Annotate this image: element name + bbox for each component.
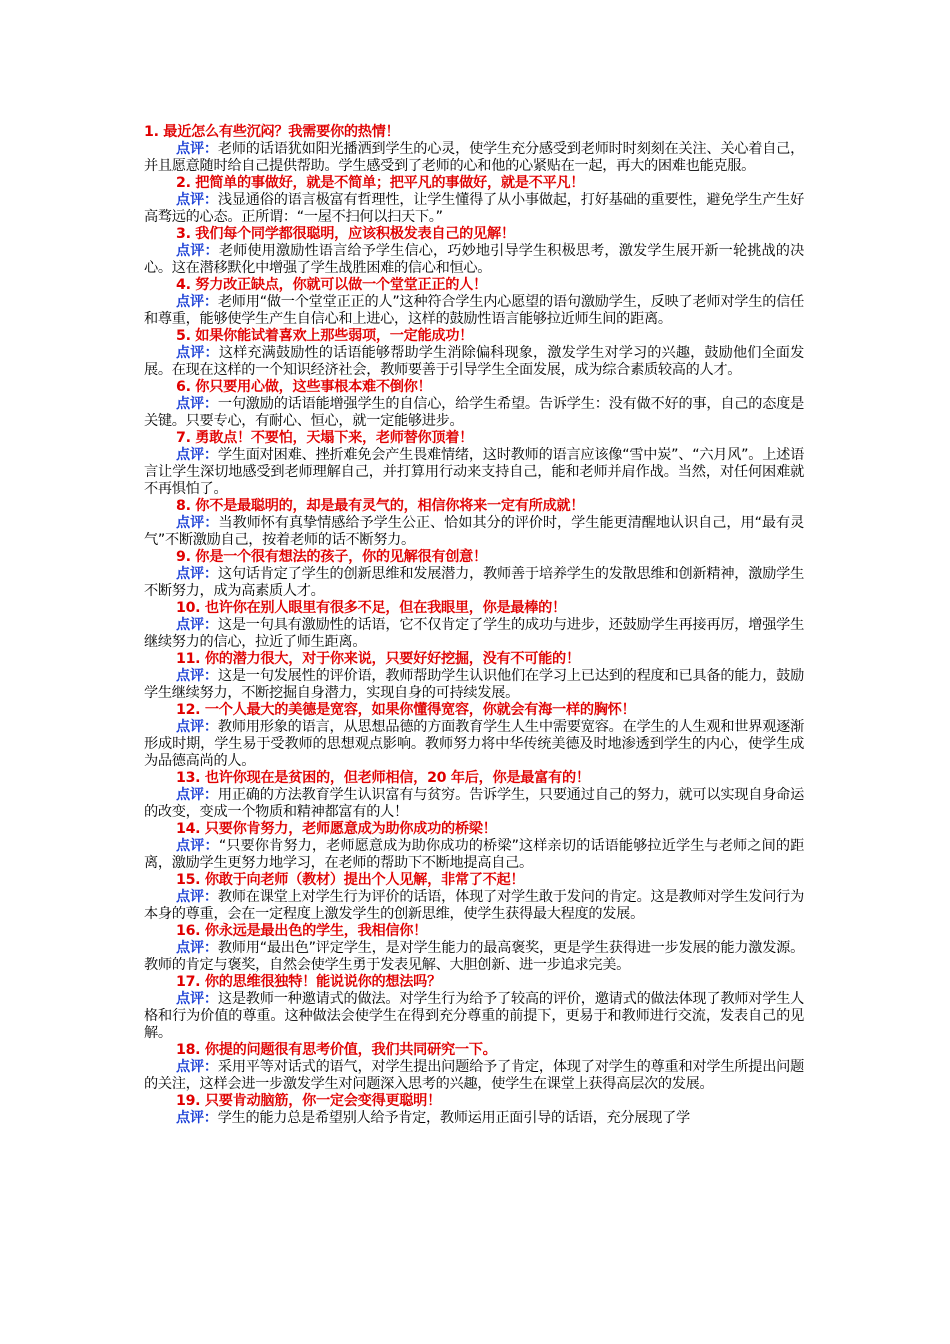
comment-item [144, 498, 804, 549]
comment-item [144, 1093, 804, 1127]
commentary-paragraph [144, 515, 804, 549]
comment-label: 点评： [176, 719, 218, 735]
commentary-paragraph [144, 940, 804, 974]
commentary-paragraph [144, 345, 804, 379]
comment-label: 点评： [176, 838, 219, 854]
comment-item [144, 702, 804, 770]
comment-text: 学生面对困难、挫折难免会产生畏难情绪，这时教师的语言应该像“雪中炭”、“六月风”。上述语言让学生深切地感受到老师理解自己，并打算用行动来支持自己，能和老师并肩作战。当然，对任何困难就不再惧怕了。 [144, 447, 804, 497]
comment-label: 点评： [176, 1110, 218, 1126]
encouragement-phrase: 3. 我们每个同学都很聪明，应该积极发表自己的见解！ [176, 226, 515, 242]
comment-text: 浅显通俗的语言极富有哲理性，让学生懂得了从小事做起，打好基础的重要性，避免学生产生好高骛远的心态。正所谓：“一屋不扫何以扫天下。” [144, 192, 804, 225]
comment-text: 这是一句具有激励性的话语，它不仅肯定了学生的成功与进步，还鼓励学生再接再厉，增强学生继续努力的信心，拉近了师生距离。 [144, 617, 804, 650]
comment-label: 点评： [176, 515, 219, 531]
comment-item [144, 124, 804, 175]
comment-text: 一句激励的话语能增强学生的自信心，给学生希望。告诉学生：没有做不好的事，自己的态度是关键。只要专心，有耐心、恒心，就一定能够进步。 [144, 396, 804, 429]
commentary-paragraph [144, 991, 804, 1042]
encouragement-phrase: 5. 如果你能试着喜欢上那些弱项，一定能成功！ [176, 328, 474, 344]
comment-label: 点评： [176, 617, 218, 633]
encouragement-phrase: 13. 也许你现在是贫困的，但老师相信，20 年后，你是最富有的！ [176, 770, 590, 786]
comment-label: 点评： [176, 345, 219, 361]
comment-label: 点评： [176, 889, 218, 905]
encouragement-phrase: 2. 把简单的事做好，就是不简单；把平凡的事做好，就是不平凡！ [176, 175, 585, 191]
commentary-paragraph [144, 243, 804, 277]
commentary-paragraph [144, 294, 804, 328]
comment-label: 点评： [176, 940, 218, 956]
commentary-paragraph [144, 141, 804, 175]
commentary-paragraph [144, 889, 804, 923]
comment-label: 点评： [176, 141, 218, 157]
comment-label: 点评： [176, 1059, 218, 1075]
comment-label: 点评： [176, 566, 218, 582]
commentary-paragraph [144, 447, 804, 498]
comment-item [144, 821, 804, 872]
comment-text: 老师的话语犹如阳光播洒到学生的心灵，使学生充分感受到老师时时刻刻在关注、关心着自己，并且愿意随时给自己提供帮助。学生感受到了老师的心和他的心紧贴在一起，再大的困难也能克服。 [144, 141, 804, 174]
commentary-paragraph [144, 566, 804, 600]
comment-item [144, 549, 804, 600]
comment-item [144, 872, 804, 923]
comment-text: 这是一句发展性的评价语，教师帮助学生认识他们在学习上已达到的程度和已具备的能力，鼓励学生继续努力，不断挖掘自身潜力，实现自身的可持续发展。 [144, 668, 804, 701]
comment-label: 点评： [176, 991, 218, 1007]
commentary-paragraph [144, 668, 804, 702]
comment-text: 这句话肯定了学生的创新思维和发展潜力，教师善于培养学生的发散思维和创新精神，激励学生不断努力，成为高素质人才。 [144, 566, 804, 599]
encouragement-phrase: 14. 只要你肯努力，老师愿意成为助你成功的桥梁！ [176, 821, 497, 837]
encouragement-phrase: 17. 你的思维很独特！能说说你的想法吗？ [176, 974, 441, 990]
comment-text: 这样充满鼓励性的话语能够帮助学生消除偏科现象，激发学生对学习的兴趣，鼓励他们全面发展。在现在这样的一个知识经济社会，教师要善于引导学生全面发展，成为综合素质较高的人才。 [144, 345, 804, 378]
encouragement-phrase: 15. 你敢于向老师（教材）提出个人见解，非常了不起！ [176, 872, 525, 888]
comment-item [144, 600, 804, 651]
comment-text: “只要你肯努力，老师愿意成为助你成功的桥梁”这样亲切的话语能够拉近学生与老师之间的距离，激励学生更努力地学习，在老师的帮助下不断地提高自己。 [144, 838, 804, 871]
encouragement-phrase: 1. 最近怎么有些沉闷？我需要你的热情！ [144, 124, 400, 140]
comment-item [144, 923, 804, 974]
comment-text: 当教师怀有真挚情感给予学生公正、恰如其分的评价时，学生能更清醒地认识自己，用“最有灵气”不断激励自己，按着老师的话不断努力。 [144, 515, 804, 548]
commentary-paragraph [144, 719, 804, 770]
comment-text: 老师使用激励性语言给予学生信心，巧妙地引导学生积极思考，激发学生展开新一轮挑战的决心。这在潜移默化中增强了学生战胜困难的信心和恒心。 [144, 243, 804, 276]
encouragement-phrase: 16. 你永远是最出色的学生，我相信你！ [176, 923, 428, 939]
document-body [144, 124, 804, 1127]
comment-item [144, 379, 804, 430]
comment-label: 点评： [176, 192, 218, 208]
comment-text: 教师在课堂上对学生行为评价的话语，体现了对学生敢于发问的肯定。这是教师对学生发问行为本身的尊重，会在一定程度上激发学生的创新思维，使学生获得最大程度的发展。 [144, 889, 804, 922]
comment-item [144, 175, 804, 226]
commentary-paragraph [144, 396, 804, 430]
comment-text: 学生的能力总是希望别人给予肯定，教师运用正面引导的话语，充分展现了学 [217, 1110, 690, 1126]
comment-text: 这是教师一种邀请式的做法。对学生行为给予了较高的评价，邀请式的做法体现了教师对学生人格和行为价值的尊重。这种做法会使学生在得到充分尊重的前提下，更易于和教师进行交流，发表自己的见解。 [144, 991, 804, 1041]
encouragement-phrase: 7. 勇敢点！不要怕，天塌下来，老师替你顶着！ [176, 430, 474, 446]
encouragement-phrase: 6. 你只要用心做，这些事根本难不倒你！ [176, 379, 432, 395]
commentary-paragraph [144, 617, 804, 651]
comment-label: 点评： [176, 668, 218, 684]
commentary-paragraph [144, 1110, 804, 1127]
comment-item [144, 651, 804, 702]
comment-label: 点评： [176, 447, 218, 463]
comment-item [144, 277, 804, 328]
encouragement-phrase: 18. 你提的问题很有思考价值，我们共同研究一下。 [176, 1042, 497, 1058]
commentary-paragraph [144, 1059, 804, 1093]
commentary-paragraph [144, 787, 804, 821]
comment-text: 老师用“做一个堂堂正正的人”这种符合学生内心愿望的语句激励学生，反映了老师对学生的信任和尊重，能够使学生产生自信心和上进心，这样的鼓励性语言能够拉近师生间的距离。 [144, 294, 804, 327]
encouragement-phrase: 9. 你是一个很有想法的孩子，你的见解很有创意！ [176, 549, 487, 565]
encouragement-phrase: 12. 一个人最大的美德是宽容，如果你懂得宽容，你就会有海一样的胸怀！ [176, 702, 636, 718]
comment-label: 点评： [176, 787, 218, 803]
comment-item [144, 328, 804, 379]
comment-item [144, 1042, 804, 1093]
comment-text: 教师用形象的语言，从思想品德的方面教育学生人生中需要宽容。在学生的人生观和世界观逐渐形成时期，学生易于受教师的思想观点影响。教师努力将中华传统美德及时地渗透到学生的内心，使学生成为品德高尚的人。 [144, 719, 804, 769]
comment-text: 教师用“最出色”评定学生，是对学生能力的最高褒奖，更是学生获得进一步发展的能力激发源。教师的肯定与褒奖，自然会使学生勇于发表见解、大胆创新、进一步追求完美。 [144, 940, 804, 973]
encouragement-phrase: 11. 你的潜力很大，对于你来说，只要好好挖掘，没有不可能的！ [176, 651, 580, 667]
comment-item [144, 974, 804, 1042]
commentary-paragraph [144, 838, 804, 872]
comment-text: 采用平等对话式的语气，对学生提出问题给予了肯定，体现了对学生的尊重和对学生所提出问题的关注，这样会进一步激发学生对问题深入思考的兴趣，使学生在课堂上获得高层次的发展。 [144, 1059, 804, 1092]
comment-label: 点评： [176, 243, 219, 259]
encouragement-phrase: 4. 努力改正缺点，你就可以做一个堂堂正正的人！ [176, 277, 487, 293]
comment-item [144, 226, 804, 277]
comment-item [144, 770, 804, 821]
encouragement-phrase: 8. 你不是最聪明的，却是最有灵气的，相信你将来一定有所成就！ [176, 498, 585, 514]
comment-label: 点评： [176, 294, 218, 310]
comment-item [144, 430, 804, 498]
comment-label: 点评： [176, 396, 218, 412]
encouragement-phrase: 19. 只要肯动脑筋，你一定会变得更聪明！ [176, 1093, 441, 1109]
encouragement-phrase: 10. 也许你在别人眼里有很多不足，但在我眼里，你是最棒的！ [176, 600, 566, 616]
commentary-paragraph [144, 192, 804, 226]
comment-text: 用正确的方法教育学生认识富有与贫穷。告诉学生，只要通过自己的努力，就可以实现自身命运的改变，变成一个物质和精神都富有的人！ [144, 787, 804, 820]
